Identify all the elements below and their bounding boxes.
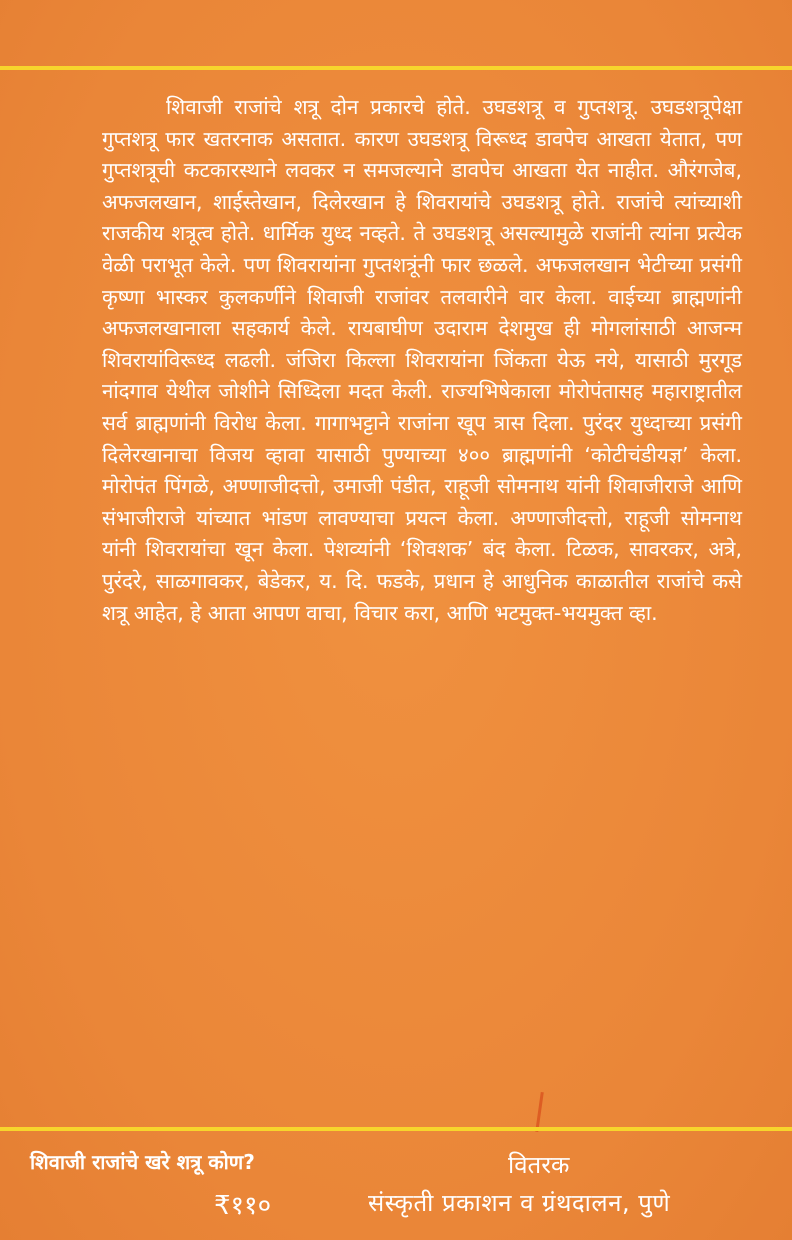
distributor-label: वितरक	[508, 1151, 570, 1179]
top-rule	[0, 66, 792, 70]
bookmark-ribbon	[535, 1092, 544, 1132]
book-title: शिवाजी राजांचे खरे शत्रू कोण?	[30, 1150, 255, 1174]
price: ₹११०	[214, 1191, 272, 1221]
bottom-rule	[0, 1127, 792, 1131]
distributor-name: संस्कृती प्रकाशन व ग्रंथदालन, पुणे	[368, 1189, 671, 1217]
blurb-paragraph: शिवाजी राजांचे शत्रू दोन प्रकारचे होते. उघडशत्रू व गुप्तशत्रू. उघडशत्रूपेक्षा गुप्तशत्रू फार खतरनाक असतात. कारण उघडशत्रू विरूध्द डावपेच आखता येतात, पण गुप्तशत्रूची कटकारस्थाने लवकर न समजल्याने डावपेच आखता येत नाहीत. औरंगजेब, अफजलखान, शाईस्तेखान, दिलेरखान हे शिवरायांचे उघडशत्रू होते. राजांचे त्यांच्याशी राजकीय शत्रूत्व होते. धार्मिक युध्द नव्हते. ते उघडशत्रू असल्यामुळे राजांनी त्यांना प्रत्येक वेळी पराभूत केले. पण शिवरायांना गुप्तशत्रूंनी फार छळले. अफजलखान भेटीच्या प्रसंगी कृष्णा भास्कर कुलकर्णीने शिवाजी राजांवर तलवारीने वार केला. वाईच्या ब्राह्मणांनी अफजलखानाला सहकार्य केले. रायबाघीण उदाराम देशमुख ही मोगलांसाठी आजन्म शिवरायांविरूध्द लढली. जंजिरा किल्ला शिवरायांना जिंकता येऊ नये, यासाठी मुरगूड नांदगाव येथील जोशीने सिध्दिला मदत केली. राज्यभिषेकाला मोरोपंतासह महाराष्ट्रातील सर्व ब्राह्मणांनी विरोध केला. गागाभट्टाने राजांना खूप त्रास दिला. पुरंदर युध्दाच्या प्रसंगी दिलेरखानाचा विजय व्हावा यासाठी पुण्याच्या ४०० ब्राह्मणांनी ‘कोटीचंडीयज्ञ’ केला. मोरोपंत पिंगळे, अण्णाजीदत्तो, उमाजी पंडीत, राहूजी सोमनाथ यांनी शिवाजीराजे आणि संभाजीराजे यांच्यात भांडण लावण्याचा प्रयत्न केला. अण्णाजीदत्तो, राहूजी सोमनाथ यांनी शिवरायांचा खून केला. पेशव्यांनी ‘शिवशक’ बंद केला. टिळक, सावरकर, अत्रे, पुरंदरे, साळगावकर, बेडेकर, य. दि. फडके, प्रधान हे आधुनिक काळातील राजांचे कसे शत्रू आहेत, हे आता आपण वाचा, विचार करा, आणि भटमुक्त-भयमुक्त व्हा.	[102, 95, 742, 625]
